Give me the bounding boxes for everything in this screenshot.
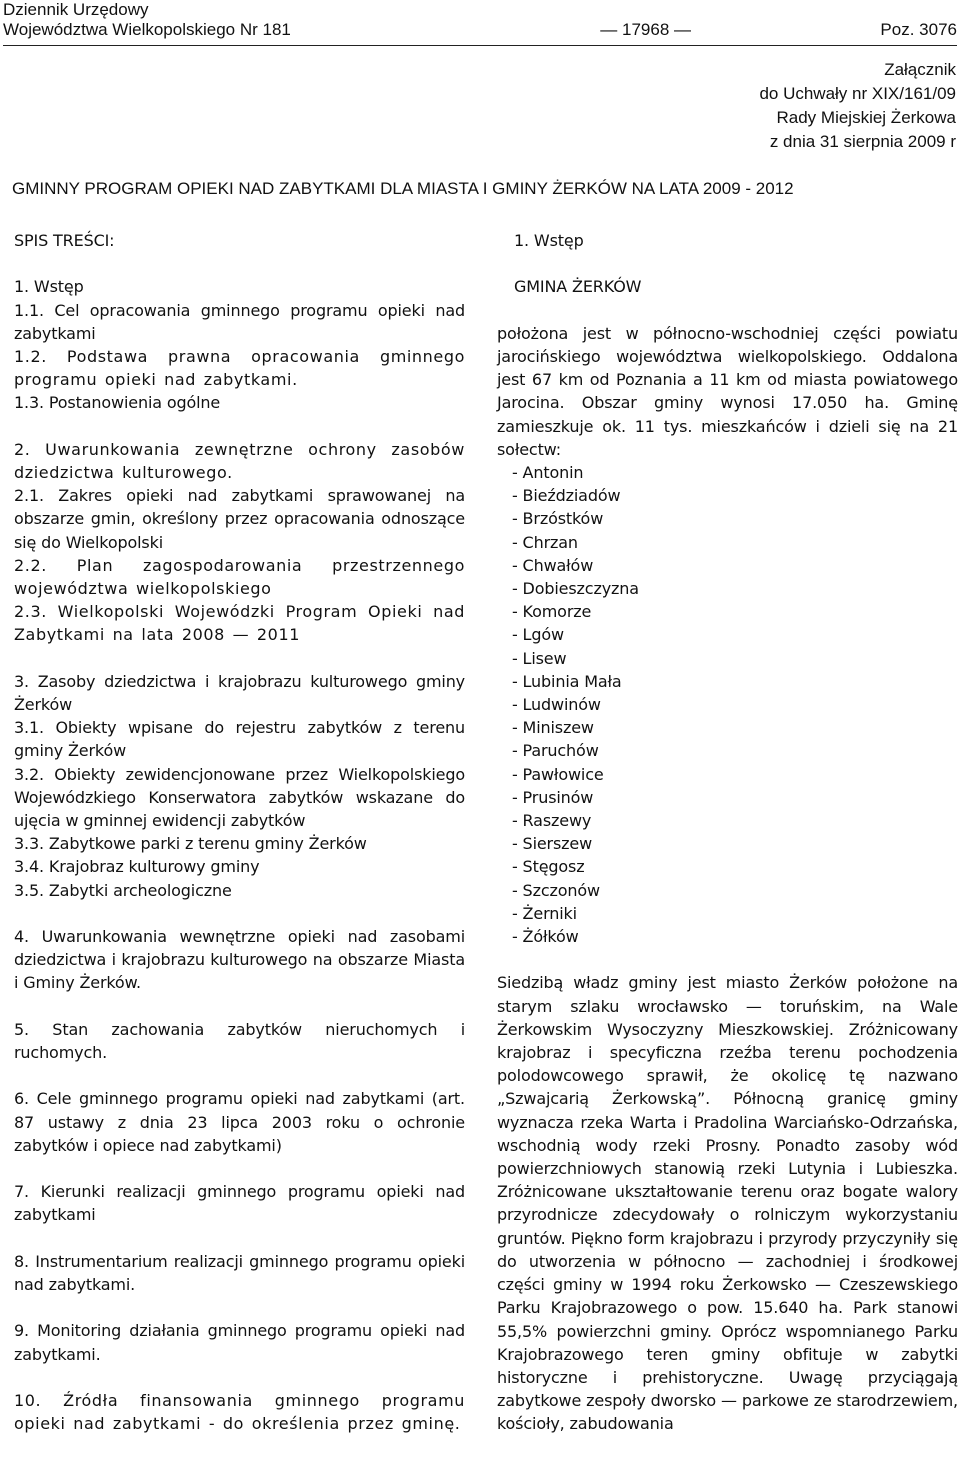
- list-item: - Komorze: [512, 602, 592, 622]
- village-list: [512, 461, 958, 948]
- toc-entry: 4. Uwarunkowania wewnętrzne opieki nad zasobami dziedzictwa i krajobrazu kulturowego na obszarze Miasta i Gminy Żerków.: [14, 927, 465, 993]
- position-number: Poz. 3076: [880, 20, 957, 39]
- spacer: [3, 415, 465, 438]
- toc-entry: 2.1. Zakres opieki nad zabytkami sprawowanej na obszarze gmin, określony przez opracowania odnoszące się do Wielkopolski: [14, 486, 465, 552]
- spacer: [497, 948, 958, 971]
- toc-entry: 2.2. Plan zagospodarowania przestrzennego województwa wielkopolskiego: [14, 555, 465, 599]
- list-item: - Żerniki: [512, 903, 577, 923]
- annex-resolution: do Uchwały nr XIX/161/09: [759, 84, 956, 103]
- spacer: [3, 1227, 465, 1250]
- toc-entry: 1. Wstęp: [14, 277, 84, 297]
- list-item: - Paruchów: [512, 741, 599, 761]
- toc-entry: 3.4. Krajobraz kulturowy gminy: [14, 857, 260, 877]
- spacer: [3, 1157, 465, 1180]
- toc-heading: SPIS TREŚCI:: [14, 231, 115, 250]
- list-item: - Stęgosz: [512, 857, 585, 877]
- journal-name: Dziennik Urzędowy: [3, 0, 149, 19]
- list-item: - Lgów: [512, 625, 564, 645]
- list-item: - Raszewy: [512, 811, 592, 831]
- list-item: - Chwałów: [512, 555, 594, 575]
- spacer: [3, 1064, 465, 1087]
- list-item: - Prusinów: [512, 787, 594, 807]
- table-of-contents: [3, 229, 465, 1435]
- spacer: [3, 995, 465, 1018]
- list-item: - Antonin: [512, 463, 584, 482]
- toc-entry: 3.5. Zabytki archeologiczne: [14, 880, 232, 900]
- spacer: [3, 1296, 465, 1319]
- header-divider: [3, 45, 957, 46]
- list-item: - Pawłowice: [512, 764, 604, 784]
- list-item: - Ludwinów: [512, 695, 601, 715]
- list-item: - Sierszew: [512, 834, 593, 854]
- spacer: [3, 1366, 465, 1389]
- document-title: GMINNY PROGRAM OPIEKI NAD ZABYTKAMI DLA MIASTA I GMINY ŻERKÓW NA LATA 2009 - 2012: [12, 179, 794, 198]
- toc-entry: 8. Instrumentarium realizacji gminnego programu opieki nad zabytkami.: [14, 1251, 465, 1295]
- list-item: - Miniszew: [512, 718, 594, 738]
- toc-entry: 9. Monitoring działania gminnego programu opieki nad zabytkami.: [14, 1321, 465, 1364]
- section-heading: 1. Wstęp: [514, 231, 584, 250]
- toc-entry: 7. Kierunki realizacji gminnego programu opieki nad zabytkami: [14, 1182, 465, 1225]
- commune-name: GMINA ŻERKÓW: [514, 277, 642, 297]
- toc-entry: 5. Stan zachowania zabytków nieruchomych i ruchomych.: [14, 1019, 465, 1063]
- spacer: [3, 647, 465, 670]
- list-item: - Lubinia Mała: [512, 671, 622, 691]
- list-item: - Brzóstków: [512, 509, 604, 529]
- toc-entry: 1.1. Cel opracowania gminnego programu opieki nad zabytkami: [14, 300, 465, 343]
- toc-entry: 2.3. Wielkopolski Wojewódzki Program Opieki nad Zabytkami na lata 2008 — 2011: [14, 602, 465, 645]
- toc-entry: 6. Cele gminnego programu opieki nad zabytkami (art. 87 ustawy z dnia 23 lipca 2003 roku o ochronie zabytków i opiece nad zabytkami): [14, 1089, 465, 1155]
- toc-entry: 3.1. Obiekty wpisane do rejestru zabytków z terenu gminy Żerków: [14, 718, 465, 761]
- annex-date: z dnia 31 sierpnia 2009 r: [769, 132, 956, 151]
- intro-paragraph: Siedzibą władz gminy jest miasto Żerków położone na starym szlaku wrocławsko — toruńskim, na Wale Żerkowskim Wysoczyzny Mieszkowskiej. Zróżnicowany krajobraz i specyficzna rzeźba terenu pochodzenia polodowcowego sprawił, że okolicę tę nazwano „Szwajcarią Żerkowską”. Północną granicę gminy wyznacza rzeka Warta i Pradolina Warciańsko-Odrzańska, wschodnią wody rzeki Prosny. Ponadto zasoby wód powierzchniowych stanowią rzeki Lutynia i Lubieszka. Zróżnicowane ukształtowanie terenu oraz bogate walory przyrodnicze zdecydowały o rolniczym wykorzystaniu gruntów. Piękno form krajobrazu i przyrody przyczyniły się do utworzenia w północno — zachodniej i środkowej części gminy w 1994 roku Żerkowsko — Czeszewskiego Parku Krajobrazowego o pow. 15.640 ha. Park stanowi 55,5% powierzchni gminy. Oprócz wspomnianego Parku Krajobrazowego teren gminy obfituje w zabytki historyczne i prehistoryczne. Uwagę przyciągają zabytkowe zespoły dworsko — parkowe ze starodrzewiem, kościoły, zabudowania: [497, 973, 958, 1434]
- list-item: - Szczonów: [512, 880, 600, 900]
- annex-label: Załącznik: [884, 60, 956, 79]
- toc-entry: 3.3. Zabytkowe parki z terenu gminy Żerków: [14, 834, 367, 854]
- toc-entry: 2. Uwarunkowania zewnętrzne ochrony zasobów dziedzictwa kulturowego.: [14, 439, 465, 482]
- annex-council: Rady Miejskiej Żerkowa: [776, 108, 956, 127]
- toc-entry: 3. Zasoby dziedzictwa i krajobrazu kulturowego gminy Żerków: [14, 671, 465, 715]
- list-item: - Żółków: [512, 927, 579, 947]
- header-line: [3, 20, 957, 40]
- list-item: - Bieździadów: [512, 486, 621, 506]
- toc-entry: 1.2. Podstawa prawna opracowania gminnego programu opieki nad zabytkami.: [14, 347, 465, 390]
- list-item: - Dobieszczyzna: [512, 579, 639, 599]
- toc-entry: 10. Źródła finansowania gminnego programu opieki nad zabytkami - do określenia przez gminę.: [14, 1391, 465, 1434]
- intro-section: [497, 229, 958, 1436]
- page-number: — 17968 —: [600, 20, 692, 39]
- journal-issue: Województwa Wielkopolskiego Nr 181: [3, 20, 291, 39]
- toc-entry: 1.3. Postanowienia ogólne: [14, 393, 221, 413]
- spacer: [3, 902, 465, 925]
- annex-block: [456, 58, 956, 154]
- intro-paragraph: położona jest w północno-wschodniej części powiatu jarocińskiego województwa wielkopolskiego. Oddalona jest 67 km od Poznania a 11 km od miasta powiatowego Jarocina. Obszar gminy wynosi 17.050 ha. Gminę zamieszkuje ok. 11 tys. mieszkańców i dzieli się na 21 sołectw:: [497, 323, 958, 459]
- list-item: - Lisew: [512, 648, 567, 668]
- list-item: - Chrzan: [512, 532, 578, 552]
- page-header: [3, 0, 957, 40]
- toc-entry: 3.2. Obiekty zewidencjonowane przez Wielkopolskiego Wojewódzkiego Konserwatora zabytków wskazane do ujęcia w gminnej ewidencji zabytków: [14, 764, 465, 831]
